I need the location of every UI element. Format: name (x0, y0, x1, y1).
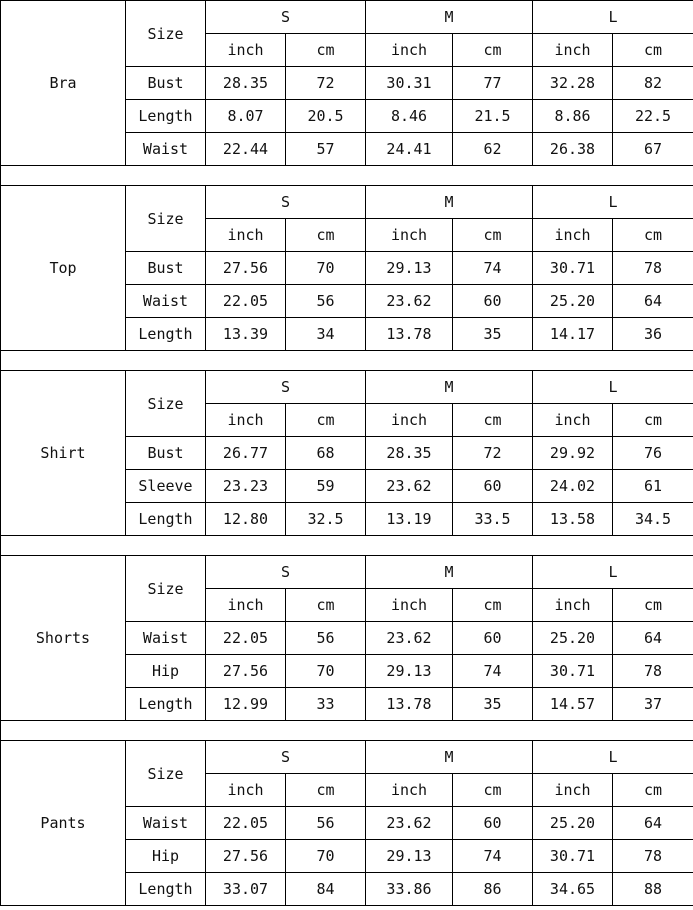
section-spacer-row (1, 536, 693, 556)
size-l-cm-value: 64 (613, 622, 693, 655)
size-s-cm-value: 84 (286, 873, 366, 906)
section-spacer-row (1, 166, 693, 186)
unit-inch-header: inch (533, 589, 613, 622)
size-m-cm-value: 72 (453, 437, 533, 470)
size-m-inch-value: 29.13 (366, 840, 453, 873)
size-s-inch-value: 28.35 (206, 67, 286, 100)
size-m-inch-value: 23.62 (366, 622, 453, 655)
size-s-cm-value: 33 (286, 688, 366, 721)
size-l-header: L (533, 186, 693, 219)
size-m-cm-value: 77 (453, 67, 533, 100)
size-l-inch-value: 25.20 (533, 807, 613, 840)
size-header: Size (126, 1, 206, 67)
size-s-header: S (206, 186, 366, 219)
size-s-inch-value: 27.56 (206, 655, 286, 688)
measurement-label: Bust (126, 252, 206, 285)
unit-inch-header: inch (533, 34, 613, 67)
measurement-label: Length (126, 100, 206, 133)
size-l-inch-value: 14.57 (533, 688, 613, 721)
unit-inch-header: inch (366, 774, 453, 807)
size-m-cm-value: 60 (453, 470, 533, 503)
size-l-cm-value: 34.5 (613, 503, 693, 536)
size-m-cm-value: 60 (453, 285, 533, 318)
shorts-section-label: Shorts (1, 556, 126, 721)
section-spacer-row (1, 721, 693, 741)
top-section-label: Top (1, 186, 126, 351)
measurement-label: Waist (126, 622, 206, 655)
size-m-header: M (366, 1, 533, 34)
measurement-label: Bust (126, 437, 206, 470)
shorts-size-header-row (1, 556, 693, 589)
unit-inch-header: inch (206, 404, 286, 437)
bra-size-header-row (1, 1, 693, 34)
size-s-cm-value: 70 (286, 840, 366, 873)
size-l-cm-value: 37 (613, 688, 693, 721)
measurement-label: Length (126, 318, 206, 351)
size-l-inch-value: 26.38 (533, 133, 613, 166)
unit-inch-header: inch (206, 774, 286, 807)
unit-cm-header: cm (453, 34, 533, 67)
size-m-inch-value: 30.31 (366, 67, 453, 100)
size-l-cm-value: 36 (613, 318, 693, 351)
size-chart-body (1, 1, 693, 906)
size-m-inch-value: 28.35 (366, 437, 453, 470)
size-l-cm-value: 78 (613, 252, 693, 285)
unit-cm-header: cm (613, 774, 693, 807)
size-header: Size (126, 371, 206, 437)
section-spacer (1, 721, 693, 741)
size-m-inch-value: 8.46 (366, 100, 453, 133)
size-m-inch-value: 33.86 (366, 873, 453, 906)
size-s-inch-value: 23.23 (206, 470, 286, 503)
size-s-header: S (206, 1, 366, 34)
size-l-inch-value: 8.86 (533, 100, 613, 133)
size-header: Size (126, 556, 206, 622)
size-s-cm-value: 34 (286, 318, 366, 351)
size-m-inch-value: 29.13 (366, 252, 453, 285)
size-l-cm-value: 76 (613, 437, 693, 470)
measurement-label: Length (126, 873, 206, 906)
unit-cm-header: cm (613, 34, 693, 67)
size-m-cm-value: 21.5 (453, 100, 533, 133)
size-m-cm-value: 62 (453, 133, 533, 166)
measurement-label: Hip (126, 655, 206, 688)
unit-inch-header: inch (366, 589, 453, 622)
size-s-inch-value: 33.07 (206, 873, 286, 906)
size-s-header: S (206, 371, 366, 404)
size-s-cm-value: 32.5 (286, 503, 366, 536)
section-spacer (1, 166, 693, 186)
size-m-cm-value: 60 (453, 622, 533, 655)
size-l-inch-value: 30.71 (533, 840, 613, 873)
size-s-inch-value: 8.07 (206, 100, 286, 133)
size-m-cm-value: 74 (453, 840, 533, 873)
measurement-label: Length (126, 688, 206, 721)
section-spacer-row (1, 351, 693, 371)
size-m-cm-value: 74 (453, 655, 533, 688)
size-m-cm-value: 35 (453, 318, 533, 351)
size-s-cm-value: 68 (286, 437, 366, 470)
size-m-cm-value: 60 (453, 807, 533, 840)
size-m-cm-value: 33.5 (453, 503, 533, 536)
size-l-header: L (533, 556, 693, 589)
size-l-cm-value: 22.5 (613, 100, 693, 133)
size-m-inch-value: 23.62 (366, 285, 453, 318)
measurement-label: Waist (126, 133, 206, 166)
size-l-inch-value: 25.20 (533, 622, 613, 655)
measurement-label: Waist (126, 807, 206, 840)
size-s-inch-value: 22.05 (206, 285, 286, 318)
unit-inch-header: inch (206, 589, 286, 622)
unit-cm-header: cm (286, 219, 366, 252)
size-s-cm-value: 59 (286, 470, 366, 503)
measurement-label: Length (126, 503, 206, 536)
size-l-cm-value: 64 (613, 807, 693, 840)
size-s-cm-value: 56 (286, 285, 366, 318)
unit-cm-header: cm (613, 589, 693, 622)
size-s-cm-value: 70 (286, 252, 366, 285)
measurement-label: Waist (126, 285, 206, 318)
size-m-header: M (366, 741, 533, 774)
measurement-label: Hip (126, 840, 206, 873)
size-s-inch-value: 12.80 (206, 503, 286, 536)
size-s-cm-value: 20.5 (286, 100, 366, 133)
unit-inch-header: inch (366, 34, 453, 67)
unit-inch-header: inch (206, 34, 286, 67)
size-m-inch-value: 29.13 (366, 655, 453, 688)
size-m-inch-value: 13.78 (366, 318, 453, 351)
unit-cm-header: cm (286, 404, 366, 437)
size-l-inch-value: 14.17 (533, 318, 613, 351)
size-s-inch-value: 22.44 (206, 133, 286, 166)
bra-section-label: Bra (1, 1, 126, 166)
unit-cm-header: cm (286, 774, 366, 807)
pants-section-label: Pants (1, 741, 126, 906)
size-s-cm-value: 70 (286, 655, 366, 688)
measurement-label: Bust (126, 67, 206, 100)
measurement-label: Sleeve (126, 470, 206, 503)
size-s-header: S (206, 556, 366, 589)
size-m-inch-value: 23.62 (366, 807, 453, 840)
unit-cm-header: cm (613, 219, 693, 252)
size-s-header: S (206, 741, 366, 774)
pants-size-header-row (1, 741, 693, 774)
unit-inch-header: inch (366, 404, 453, 437)
unit-cm-header: cm (453, 404, 533, 437)
size-s-inch-value: 12.99 (206, 688, 286, 721)
size-m-header: M (366, 186, 533, 219)
size-l-cm-value: 82 (613, 67, 693, 100)
size-m-inch-value: 24.41 (366, 133, 453, 166)
size-m-cm-value: 35 (453, 688, 533, 721)
size-l-inch-value: 25.20 (533, 285, 613, 318)
size-s-inch-value: 22.05 (206, 807, 286, 840)
size-l-header: L (533, 741, 693, 774)
section-spacer (1, 351, 693, 371)
size-l-cm-value: 64 (613, 285, 693, 318)
size-s-cm-value: 72 (286, 67, 366, 100)
size-m-inch-value: 23.62 (366, 470, 453, 503)
size-s-inch-value: 22.05 (206, 622, 286, 655)
size-m-cm-value: 86 (453, 873, 533, 906)
size-s-inch-value: 26.77 (206, 437, 286, 470)
top-size-header-row (1, 186, 693, 219)
size-m-header: M (366, 556, 533, 589)
size-m-inch-value: 13.78 (366, 688, 453, 721)
unit-inch-header: inch (206, 219, 286, 252)
unit-inch-header: inch (533, 219, 613, 252)
shirt-section-label: Shirt (1, 371, 126, 536)
size-s-inch-value: 13.39 (206, 318, 286, 351)
unit-cm-header: cm (286, 34, 366, 67)
size-l-cm-value: 61 (613, 470, 693, 503)
size-l-inch-value: 30.71 (533, 655, 613, 688)
size-header: Size (126, 186, 206, 252)
size-l-header: L (533, 1, 693, 34)
size-l-inch-value: 30.71 (533, 252, 613, 285)
size-l-cm-value: 88 (613, 873, 693, 906)
unit-cm-header: cm (453, 219, 533, 252)
size-s-inch-value: 27.56 (206, 840, 286, 873)
unit-inch-header: inch (366, 219, 453, 252)
unit-inch-header: inch (533, 774, 613, 807)
size-m-inch-value: 13.19 (366, 503, 453, 536)
size-m-header: M (366, 371, 533, 404)
size-l-inch-value: 29.92 (533, 437, 613, 470)
size-header: Size (126, 741, 206, 807)
unit-inch-header: inch (533, 404, 613, 437)
unit-cm-header: cm (613, 404, 693, 437)
size-s-cm-value: 56 (286, 807, 366, 840)
size-s-inch-value: 27.56 (206, 252, 286, 285)
shirt-size-header-row (1, 371, 693, 404)
size-m-cm-value: 74 (453, 252, 533, 285)
size-l-cm-value: 67 (613, 133, 693, 166)
size-l-cm-value: 78 (613, 655, 693, 688)
size-s-cm-value: 57 (286, 133, 366, 166)
unit-cm-header: cm (453, 774, 533, 807)
size-l-inch-value: 34.65 (533, 873, 613, 906)
size-l-inch-value: 13.58 (533, 503, 613, 536)
size-l-cm-value: 78 (613, 840, 693, 873)
size-l-inch-value: 24.02 (533, 470, 613, 503)
size-l-header: L (533, 371, 693, 404)
unit-cm-header: cm (453, 589, 533, 622)
section-spacer (1, 536, 693, 556)
size-l-inch-value: 32.28 (533, 67, 613, 100)
size-s-cm-value: 56 (286, 622, 366, 655)
unit-cm-header: cm (286, 589, 366, 622)
